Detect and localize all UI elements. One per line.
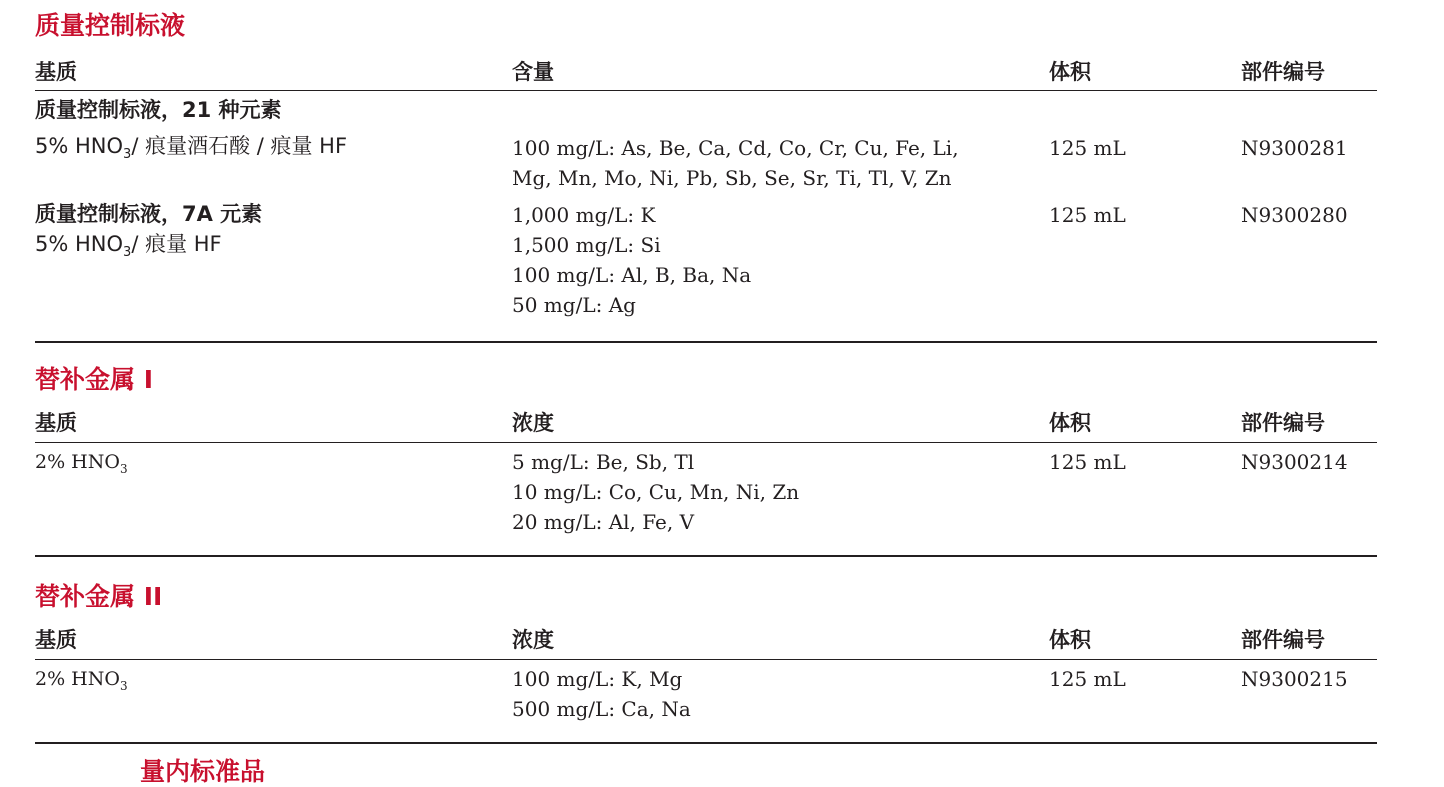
column-header-matrix: 基质 xyxy=(35,628,77,652)
column-header-part-number: 部件编号 xyxy=(1241,60,1325,84)
matrix-cell: 5% $HNO_3/$ 痕量酒石酸 / 痕量 HF xyxy=(35,134,348,163)
column-header-volume: 体积 xyxy=(1049,60,1091,84)
column-header-part-number: 部件编号 xyxy=(1241,628,1325,652)
column-header-volume: 体积 xyxy=(1049,411,1091,435)
section-divider xyxy=(35,555,1377,557)
matrix-cell: 2% $HNO_3$ xyxy=(35,451,128,476)
section-divider xyxy=(35,341,1377,343)
column-header-part-number: 部件编号 xyxy=(1241,411,1325,435)
volume-cell: 125 mL xyxy=(1049,450,1126,474)
content-cell: 1,000 mg/L: K 1,500 mg/L: Si 100 mg/L: Al, B, Ba, Na 50 mg/L: Ag xyxy=(512,203,752,317)
part-number-cell: N9300215 xyxy=(1241,667,1348,691)
header-divider xyxy=(35,659,1377,660)
column-header-matrix: 基质 xyxy=(35,411,77,435)
column-header-volume: 体积 xyxy=(1049,628,1091,652)
column-header-concentration: 浓度 xyxy=(512,411,554,435)
section-divider xyxy=(35,742,1377,744)
header-divider xyxy=(35,90,1377,91)
section-title-qc-standards: 质量控制标液 xyxy=(35,11,186,40)
part-number-cell: N9300281 xyxy=(1241,136,1348,160)
content-cell: 100 mg/L: As, Be, Ca, Cd, Co, Cr, Cu, Fe, Li, Mg, Mn, Mo, Ni, Pb, Sb, Se, Sr, Ti, Tl, V, Zn xyxy=(512,136,959,190)
column-header-content: 含量 xyxy=(512,60,554,84)
volume-cell: 125 mL xyxy=(1049,136,1126,160)
column-header-matrix: 基质 xyxy=(35,60,77,84)
product-name: 质量控制标液，7A 元素 xyxy=(35,202,263,226)
content-cell: 100 mg/L: K, Mg 500 mg/L: Ca, Na xyxy=(512,667,691,721)
product-name: 质量控制标液，21 种元素 xyxy=(35,98,282,122)
volume-cell: 125 mL xyxy=(1049,203,1126,227)
part-number-cell: N9300214 xyxy=(1241,450,1348,474)
section-title-substitute-metals-1: 替补金属 I xyxy=(35,365,154,394)
content-cell: 5 mg/L: Be, Sb, Tl 10 mg/L: Co, Cu, Mn, Ni, Zn 20 mg/L: Al, Fe, V xyxy=(512,450,800,534)
volume-cell: 125 mL xyxy=(1049,667,1126,691)
section-title-substitute-metals-2: 替补金属 II xyxy=(35,582,163,611)
header-divider xyxy=(35,442,1377,443)
part-number-cell: N9300280 xyxy=(1241,203,1348,227)
next-section-title-clipped: 量内标准品 xyxy=(140,757,266,786)
matrix-cell: 2% $HNO_3$ xyxy=(35,668,128,693)
matrix-cell: 5% $HNO_3/$ 痕量 HF xyxy=(35,232,222,261)
column-header-concentration: 浓度 xyxy=(512,628,554,652)
